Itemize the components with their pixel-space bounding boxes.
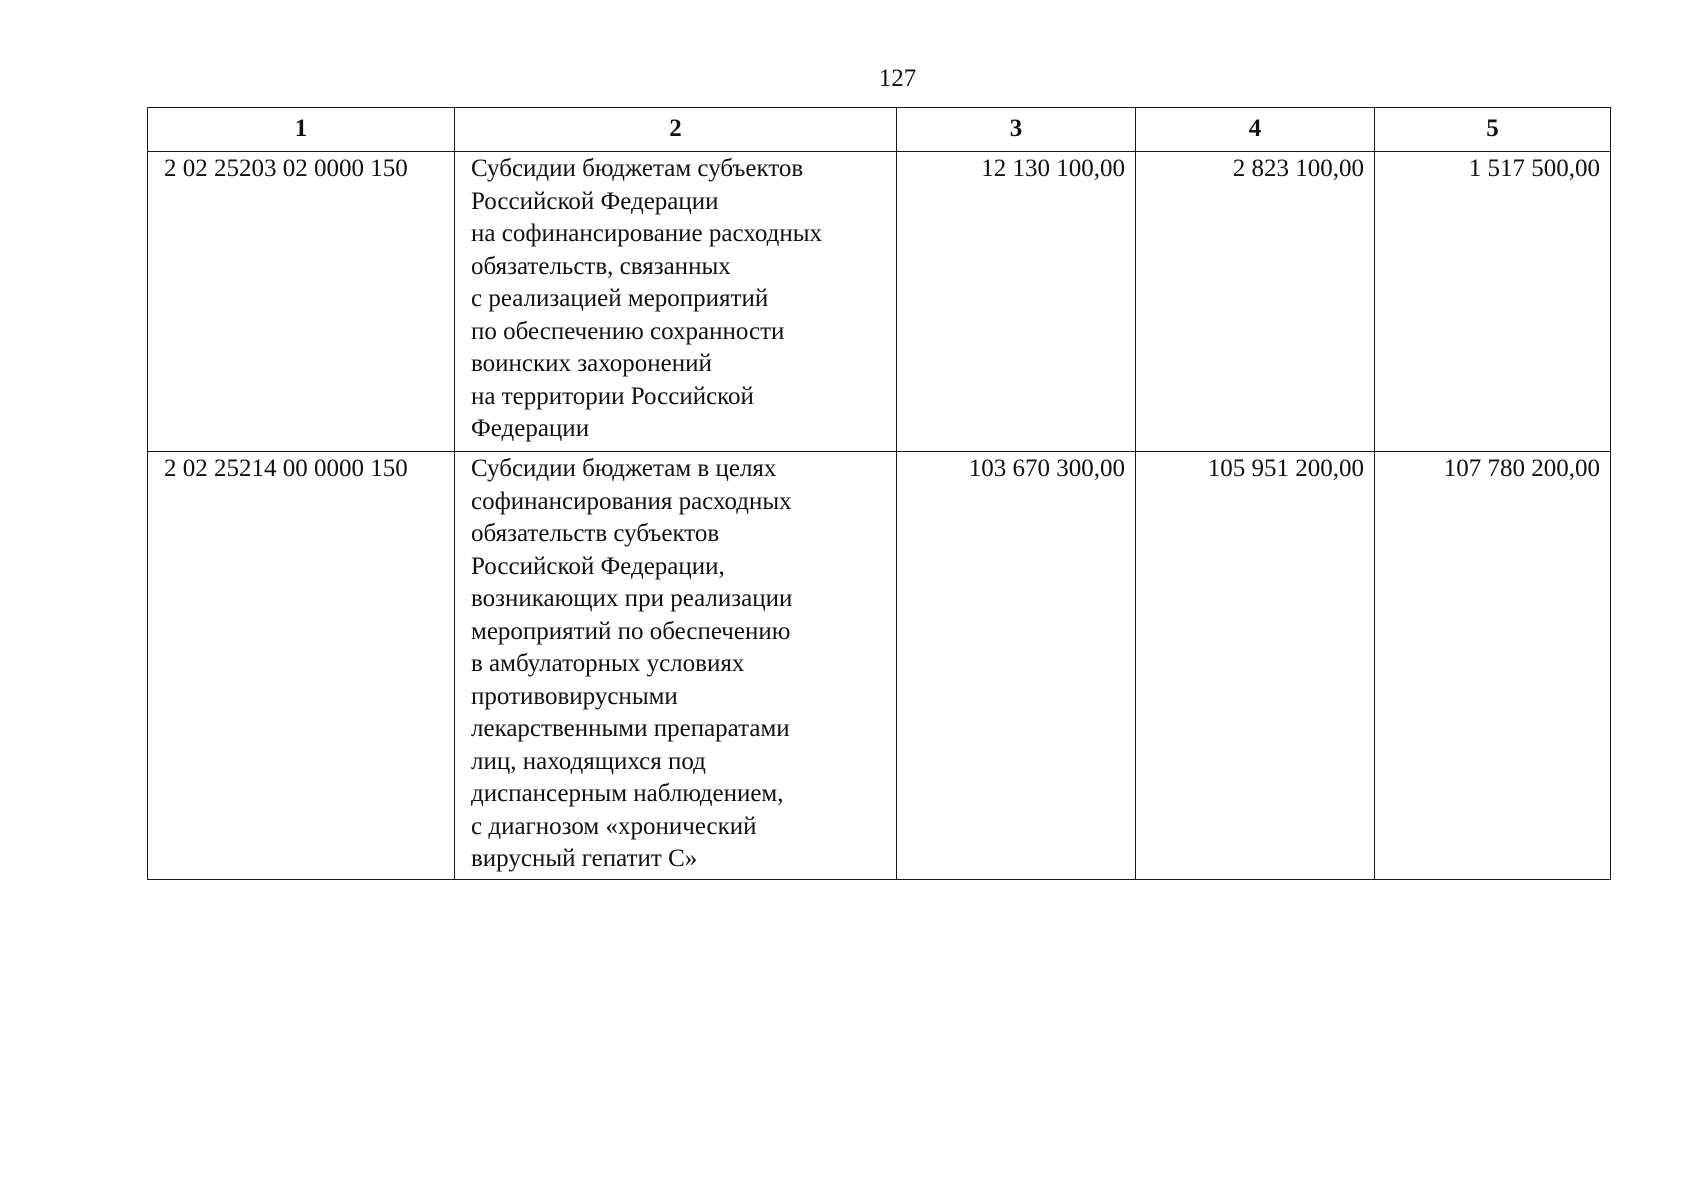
name-line: по обеспечению сохранности (471, 317, 785, 345)
column-header-4: 4 (1136, 108, 1375, 152)
column-header-2: 2 (455, 108, 897, 152)
name-line: диспансерным наблюдением, (471, 780, 784, 807)
name-line: возникающих при реализации (471, 585, 793, 612)
amount-col4-cell: 2 823 100,00 (1136, 152, 1375, 452)
amount-col5-cell: 1 517 500,00 (1375, 152, 1611, 452)
revenue-code-cell: 2 02 25203 02 0000 150 (148, 152, 455, 452)
revenue-name-cell (455, 152, 897, 452)
name-line: с диагнозом «хронический (471, 812, 757, 840)
name-line: воинских захоронений (471, 350, 712, 377)
name-line: лекарственными препаратами (471, 715, 790, 742)
revenue-code-cell: 2 02 25214 00 0000 150 (148, 452, 455, 880)
amount-col4-cell: 105 951 200,00 (1136, 452, 1375, 880)
name-line: на территории Российской (471, 382, 754, 410)
revenue-name-cell (455, 452, 897, 880)
column-header-5: 5 (1375, 108, 1611, 152)
table-row (148, 452, 1611, 880)
name-line: мероприятий по обеспечению (471, 617, 791, 645)
column-header-1: 1 (148, 108, 455, 152)
name-line: софинансирования расходных (471, 487, 792, 515)
name-line: вирусный гепатит С» (471, 845, 698, 872)
name-line: противовирусными (471, 682, 678, 710)
name-line: Субсидии бюджетам в целях (471, 455, 777, 482)
name-line: Федерации (471, 415, 590, 442)
column-header-3: 3 (897, 108, 1136, 152)
name-line: в амбулаторных условиях (471, 650, 745, 677)
amount-col3-cell: 103 670 300,00 (897, 452, 1136, 880)
table-header-row (148, 108, 1611, 152)
amount-col5-cell: 107 780 200,00 (1375, 452, 1611, 880)
budget-table (147, 107, 1611, 880)
name-line: на софинансирование расходных (471, 220, 822, 247)
name-line: обязательств субъектов (471, 520, 720, 547)
name-line: обязательств, связанных (471, 252, 731, 280)
name-line: с реализацией мероприятий (471, 285, 769, 312)
name-line: Субсидии бюджетам субъектов (471, 155, 804, 182)
table-row (148, 152, 1611, 452)
page-number: 127 (878, 65, 917, 92)
name-line: Российской Федерации, (471, 552, 725, 580)
name-line: лиц, находящихся под (471, 747, 706, 775)
amount-col3-cell: 12 130 100,00 (897, 152, 1136, 452)
name-line: Российской Федерации (471, 187, 719, 215)
